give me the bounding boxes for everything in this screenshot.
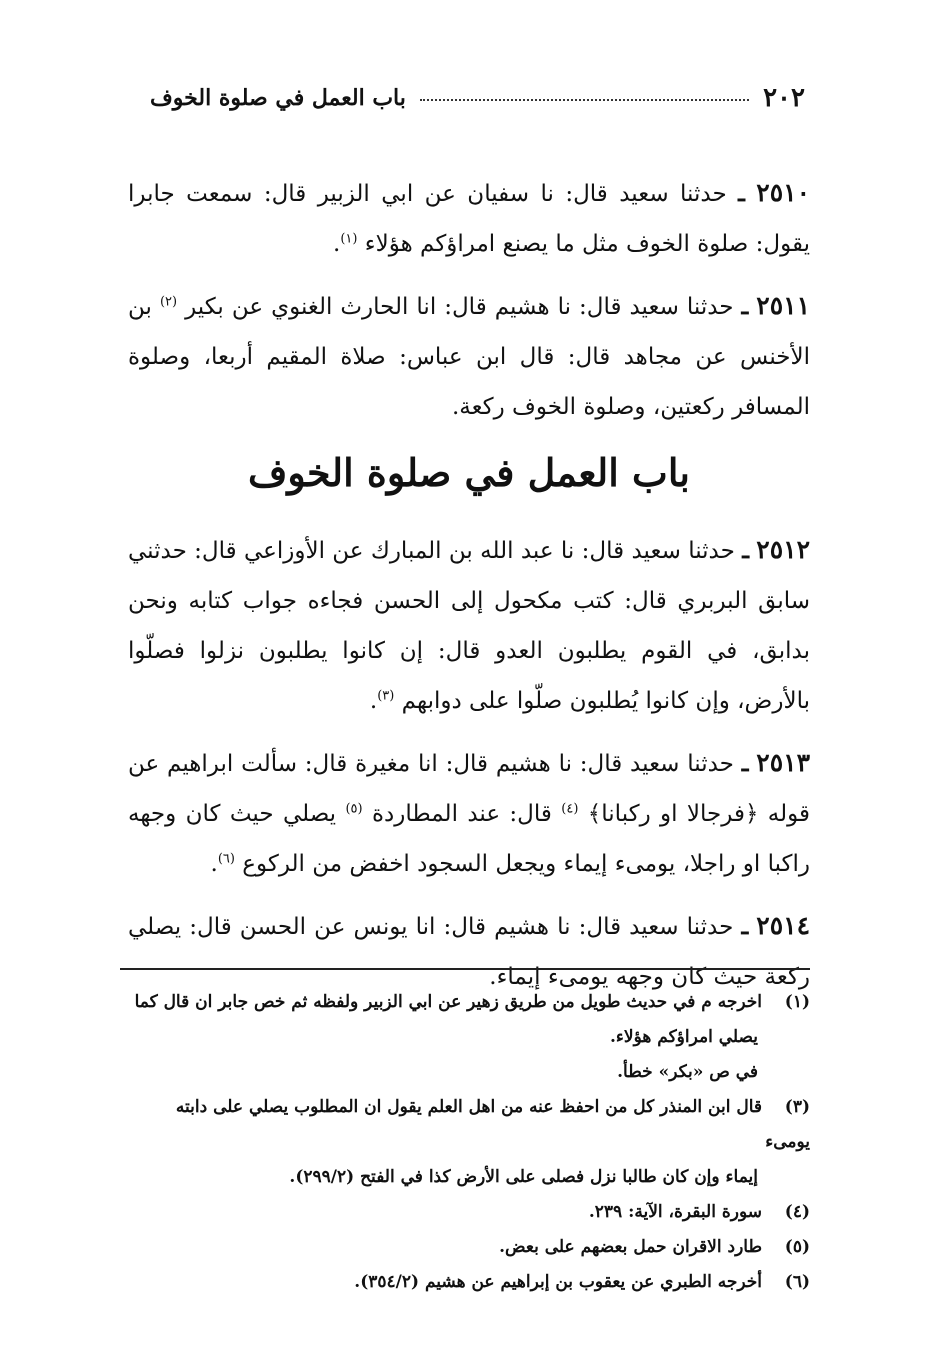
hadith-number: ٢٥١١ [756, 291, 811, 320]
header-dotted-rule [420, 99, 749, 101]
footnote-text: أخرجه الطبري عن يعقوب بن إبراهيم عن هشيم (٣٥٤/٢). [354, 1272, 762, 1292]
hadith-2511 [128, 281, 810, 432]
chapter-title: باب العمل في صلوة الخوف [248, 450, 690, 495]
footnote-number: (١) [784, 992, 810, 1012]
hadith-text-cont: قال: عند المطاردة [371, 801, 552, 827]
section-after-chapter [128, 525, 810, 1014]
running-head [150, 78, 805, 118]
hadith-end: . [210, 851, 218, 877]
dash-separator: ـ [738, 180, 745, 207]
hadith-text: حدثنا سعيد قال: نا هشيم قال: انا الحارث الغنوي عن بكير [185, 294, 734, 320]
footnote-number: (٣) [784, 1097, 810, 1117]
footnote-3 [128, 1090, 810, 1160]
hadith-end: . [333, 231, 341, 257]
dash-separator: ـ [741, 750, 749, 777]
footnote-ref: (٦) [217, 851, 235, 867]
footnote-divider [120, 968, 810, 970]
footnote-4 [128, 1195, 810, 1230]
hadith-number: ٢٥١٢ [756, 535, 810, 564]
hadith-number: ٢٥١٠ [756, 178, 811, 207]
footnote-ref: (٤) [561, 801, 579, 817]
hadith-text: حدثنا سعيد قال: نا سفيان عن ابي الزبير قال: سمعت جابرا يقول: صلوة الخوف مثل ما يصنع امراؤكم هؤلاء [128, 181, 810, 257]
footnote-5 [128, 1230, 810, 1265]
footnote-ref: (١) [340, 231, 358, 247]
footnote-ref: (٥) [345, 801, 363, 817]
hadith-text: حدثنا سعيد قال: نا هشيم قال: انا يونس عن الحسن قال: يصلي ركعة حيث كان وجهه يومىء إيماء. [128, 914, 810, 990]
footnotes [128, 985, 810, 1300]
footnote-ref: (٢) [159, 294, 178, 310]
section-before-chapter [128, 168, 810, 444]
hadith-text-cont: يصلي حيث كان وجهه راكبا او راجلا، يومىء إيماء ويجعل السجود اخفض من الركوع [128, 801, 810, 877]
footnote-6 [128, 1265, 810, 1300]
hadith-number: ٢٥١٣ [756, 748, 810, 777]
dash-separator: ـ [741, 913, 749, 940]
footnote-text: طارد الاقران حمل بعضهم على بعض. [499, 1237, 762, 1257]
dash-separator: ـ [742, 537, 749, 564]
footnote-number: (٥) [784, 1237, 810, 1257]
footnote-text: اخرجه م في حديث طويل من طريق زهير عن ابي الزبير ولفظه ثم خص جابر ان قال كما [134, 992, 762, 1012]
footnote-3-cont: إيماء وإن كان طالبا نزل فصلى على الأرض كذا في الفتح (٢٩٩/٢). [289, 1167, 758, 1187]
hadith-2513 [128, 738, 810, 889]
dash-separator: ـ [741, 293, 749, 320]
hadith-2510 [128, 168, 810, 269]
hadith-number: ٢٥١٤ [756, 911, 811, 940]
hadith-text: حدثنا سعيد قال: نا هشيم قال: انا مغيرة قال: سألت ابراهيم عن قوله ﴿فرجالا او ركبانا﴾ [128, 751, 811, 827]
footnote-text: سورة البقرة، الآية: ٢٣٩. [588, 1202, 762, 1222]
page-number: ٢٠٢ [763, 83, 805, 113]
footnote-number: (٤) [784, 1202, 810, 1222]
footnote-ref: (٣) [377, 688, 395, 704]
running-title: باب العمل في صلوة الخوف [150, 85, 406, 111]
footnote-text: قال ابن المنذر كل من احفظ عنه من اهل العلم يقول ان المطلوب يصلي على دابته يومىء [175, 1097, 810, 1152]
hadith-text-cont: بن الأخنس عن مجاهد قال: قال ابن عباس: صلاة المقيم أربعا، وصلوة المسافر ركعتين، وصلوة الخوف ركعة. [128, 294, 810, 420]
footnote-number: (٦) [784, 1272, 810, 1292]
footnote-1-cont: يصلي امراؤكم هؤلاء. [609, 1027, 758, 1047]
footnote-2: في ص «بكر» خطأ. [617, 1062, 758, 1082]
hadith-end: . [369, 688, 378, 714]
hadith-2512 [128, 525, 810, 726]
hadith-text: حدثنا سعيد قال: نا عبد الله بن المبارك عن الأوزاعي قال: حدثني سابق البربري قال: كتب مكحول إلى الحسن فجاءه جواب كتابه ونحن بدابق، في القوم يطلبون العدو قال: إن كانوا يطلبون نزلوا فصلّوا بالأرض، وإن كانوا يُطلبون صلّوا على دوابهم [128, 538, 810, 714]
footnote-1 [128, 985, 810, 1020]
